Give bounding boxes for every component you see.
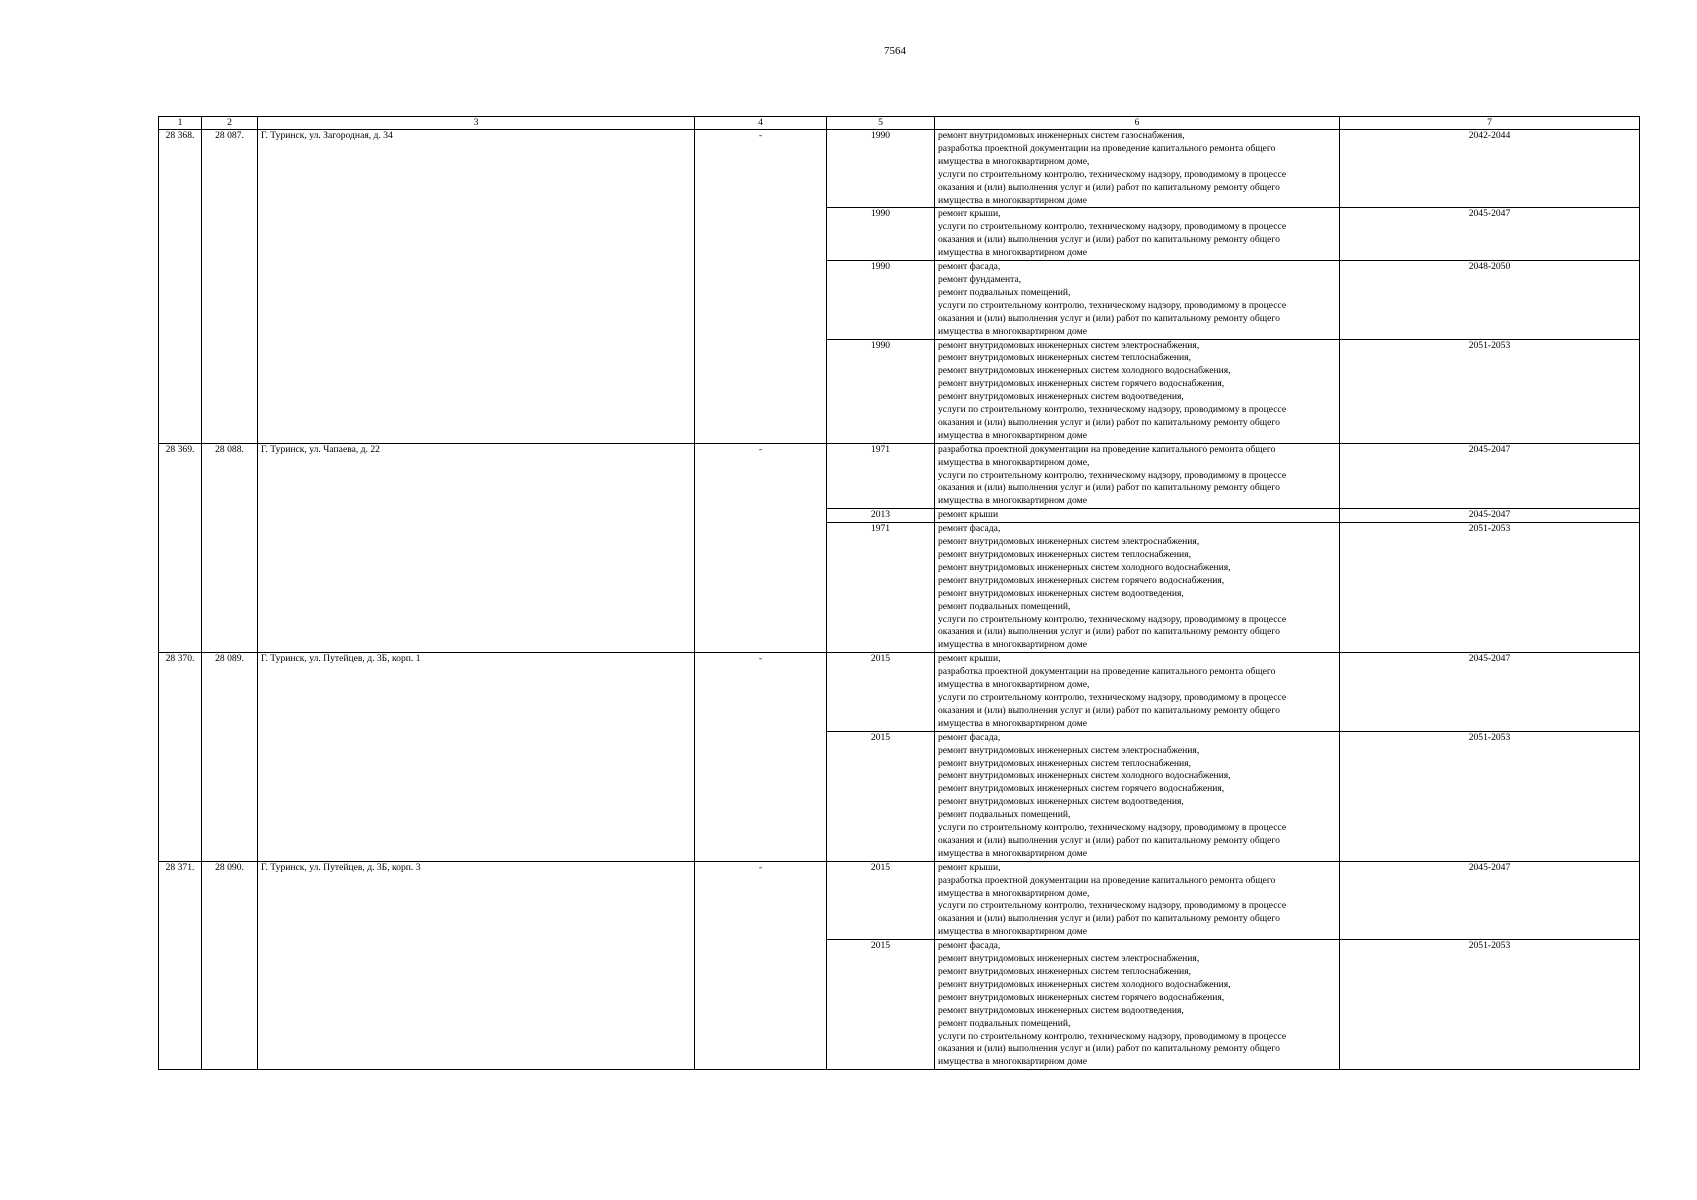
block-year: 1990 bbox=[827, 261, 935, 339]
capital-repair-table bbox=[158, 116, 1640, 1070]
record-col4: - bbox=[695, 653, 827, 862]
block-period: 2042-2044 bbox=[1340, 130, 1640, 208]
record-sub-number: 28 088. bbox=[202, 443, 258, 653]
work-line: ремонт внутридомовых инженерных систем водоотведения, bbox=[938, 391, 1184, 403]
block-year: 2015 bbox=[827, 940, 935, 1070]
work-line: ремонт внутридомовых инженерных систем горячего водоснабжения, bbox=[938, 574, 1225, 586]
block-period: 2051-2053 bbox=[1340, 523, 1640, 653]
work-line: оказания и (или) выполнения услуг и (или) работ по капитальному ремонту общего bbox=[938, 834, 1280, 846]
work-line: ремонт внутридомовых инженерных систем газоснабжения, bbox=[938, 130, 1185, 141]
record-col4: - bbox=[695, 443, 827, 653]
work-line: ремонт внутридомовых инженерных систем электроснабжения, bbox=[938, 953, 1200, 965]
work-line: оказания и (или) выполнения услуг и (или) работ по капитальному ремонту общего bbox=[938, 913, 1280, 925]
work-line: оказания и (или) выполнения услуг и (или) работ по капитальному ремонту общего bbox=[938, 482, 1280, 494]
record-col4: - bbox=[695, 130, 827, 444]
record-sub-number: 28 087. bbox=[202, 130, 258, 444]
block-works bbox=[935, 523, 1340, 653]
block-period: 2045-2047 bbox=[1340, 861, 1640, 939]
block-year: 2015 bbox=[827, 731, 935, 861]
record-address: Г. Туринск, ул. Путейцев, д. 3Б, корп. 3 bbox=[258, 861, 695, 1070]
work-line: ремонт внутридомовых инженерных систем теплоснабжения, bbox=[938, 966, 1191, 977]
work-line: ремонт подвальных помещений, bbox=[938, 600, 1071, 612]
work-line: услуги по строительному контролю, техническому надзору, проводимому в процессе bbox=[938, 404, 1287, 416]
work-line: ремонт внутридомовых инженерных систем электроснабжения, bbox=[938, 744, 1200, 756]
work-line: ремонт внутридомовых инженерных систем водоотведения, bbox=[938, 796, 1184, 808]
block-works bbox=[935, 731, 1340, 861]
work-line: ремонт внутридомовых инженерных систем теплоснабжения, bbox=[938, 757, 1191, 769]
block-period: 2051-2053 bbox=[1340, 940, 1640, 1070]
work-line: ремонт внутридомовых инженерных систем теплоснабжения, bbox=[938, 352, 1191, 364]
header-col-3: 3 bbox=[258, 117, 695, 130]
block-works bbox=[935, 261, 1340, 339]
work-line: ремонт внутридомовых инженерных систем горячего водоснабжения, bbox=[938, 991, 1225, 1003]
work-line: имущества в многоквартирном доме bbox=[938, 1056, 1087, 1068]
block-works bbox=[935, 940, 1340, 1070]
block-works bbox=[935, 339, 1340, 443]
work-line: разработка проектной документации на проведение капитального ремонта общего bbox=[938, 874, 1276, 886]
header-row bbox=[159, 117, 1640, 130]
block-works bbox=[935, 653, 1340, 731]
block-period: 2045-2047 bbox=[1340, 208, 1640, 261]
work-line: ремонт фасада, bbox=[938, 261, 1001, 273]
header-col-6: 6 bbox=[935, 117, 1340, 130]
work-line: ремонт фундамента, bbox=[938, 273, 1022, 285]
table-row bbox=[159, 653, 1640, 731]
record-col4: - bbox=[695, 861, 827, 1070]
work-line: ремонт внутридомовых инженерных систем горячего водоснабжения, bbox=[938, 378, 1225, 390]
work-line: услуги по строительному контролю, техническому надзору, проводимому в процессе bbox=[938, 900, 1287, 912]
work-line: услуги по строительному контролю, техническому надзору, проводимому в процессе bbox=[938, 822, 1287, 834]
work-line: имущества в многоквартирном доме bbox=[938, 926, 1087, 938]
work-line: ремонт внутридомовых инженерных систем электроснабжения, bbox=[938, 339, 1200, 351]
work-line: разработка проектной документации на проведение капитального ремонта общего bbox=[938, 666, 1276, 678]
work-line: оказания и (или) выполнения услуг и (или) работ по капитальному ремонту общего bbox=[938, 234, 1280, 246]
block-period: 2045-2047 bbox=[1340, 509, 1640, 523]
work-line: ремонт внутридомовых инженерных систем электроснабжения, bbox=[938, 536, 1200, 548]
work-line: имущества в многоквартирном доме, bbox=[938, 456, 1090, 468]
work-line: ремонт внутридомовых инженерных систем холодного водоснабжения, bbox=[938, 365, 1231, 377]
block-works bbox=[935, 130, 1340, 208]
work-line: услуги по строительному контролю, техническому надзору, проводимому в процессе bbox=[938, 613, 1287, 625]
work-line: оказания и (или) выполнения услуг и (или) работ по капитальному ремонту общего bbox=[938, 181, 1280, 193]
block-works bbox=[935, 443, 1340, 509]
work-line: ремонт крыши, bbox=[938, 208, 1001, 220]
block-year: 1990 bbox=[827, 339, 935, 443]
work-line: ремонт внутридомовых инженерных систем водоотведения, bbox=[938, 1004, 1184, 1016]
work-line: оказания и (или) выполнения услуг и (или) работ по капитальному ремонту общего bbox=[938, 626, 1280, 638]
work-line: ремонт фасада, bbox=[938, 523, 1001, 535]
work-line: имущества в многоквартирном доме bbox=[938, 325, 1087, 337]
table-row bbox=[159, 130, 1640, 208]
work-line: разработка проектной документации на проведение капитального ремонта общего bbox=[938, 443, 1276, 455]
work-line: ремонт фасада, bbox=[938, 731, 1001, 743]
work-line: имущества в многоквартирном доме bbox=[938, 639, 1087, 651]
work-line: услуги по строительному контролю, техническому надзору, проводимому в процессе bbox=[938, 469, 1287, 481]
work-line: ремонт подвальных помещений, bbox=[938, 286, 1071, 298]
work-line: имущества в многоквартирном доме, bbox=[938, 887, 1090, 899]
work-line: ремонт фасада, bbox=[938, 940, 1001, 952]
record-address: Г. Туринск, ул. Чапаева, д. 22 bbox=[258, 443, 695, 653]
work-line: разработка проектной документации на проведение капитального ремонта общего bbox=[938, 142, 1276, 154]
block-year: 1990 bbox=[827, 130, 935, 208]
record-address: Г. Туринск, ул. Загородная, д. 34 bbox=[258, 130, 695, 444]
header-col-7: 7 bbox=[1340, 117, 1640, 130]
record-sub-number: 28 089. bbox=[202, 653, 258, 862]
record-sub-number: 28 090. bbox=[202, 861, 258, 1070]
block-year: 1971 bbox=[827, 443, 935, 509]
work-line: имущества в многоквартирном доме bbox=[938, 194, 1087, 206]
page-number: 7564 bbox=[884, 45, 906, 57]
work-line: оказания и (или) выполнения услуг и (или) работ по капитальному ремонту общего bbox=[938, 312, 1280, 324]
header-col-5: 5 bbox=[827, 117, 935, 130]
header-col-2: 2 bbox=[202, 117, 258, 130]
work-line: имущества в многоквартирном доме bbox=[938, 717, 1087, 729]
work-line: имущества в многоквартирном доме bbox=[938, 429, 1087, 441]
header-col-4: 4 bbox=[695, 117, 827, 130]
work-line: услуги по строительному контролю, техническому надзору, проводимому в процессе bbox=[938, 221, 1287, 233]
work-line: услуги по строительному контролю, техническому надзору, проводимому в процессе bbox=[938, 1030, 1287, 1042]
block-period: 2045-2047 bbox=[1340, 443, 1640, 509]
table-body bbox=[159, 130, 1640, 1070]
block-year: 1990 bbox=[827, 208, 935, 261]
block-period: 2051-2053 bbox=[1340, 731, 1640, 861]
block-works bbox=[935, 208, 1340, 261]
work-line: услуги по строительному контролю, техническому надзору, проводимому в процессе bbox=[938, 168, 1287, 180]
work-line: ремонт подвальных помещений, bbox=[938, 809, 1071, 821]
record-number: 28 369. bbox=[159, 443, 202, 653]
block-year: 1971 bbox=[827, 523, 935, 653]
work-line: ремонт внутридомовых инженерных систем горячего водоснабжения, bbox=[938, 783, 1225, 795]
block-year: 2015 bbox=[827, 861, 935, 939]
work-line: ремонт крыши, bbox=[938, 861, 1001, 873]
work-line: имущества в многоквартирном доме, bbox=[938, 155, 1090, 167]
table-row bbox=[159, 443, 1640, 509]
work-line: имущества в многоквартирном доме bbox=[938, 495, 1087, 507]
block-year: 2015 bbox=[827, 653, 935, 731]
record-number: 28 368. bbox=[159, 130, 202, 444]
record-number: 28 370. bbox=[159, 653, 202, 862]
work-line: ремонт внутридомовых инженерных систем холодного водоснабжения, bbox=[938, 770, 1231, 782]
work-line: имущества в многоквартирном доме bbox=[938, 847, 1087, 859]
block-period: 2045-2047 bbox=[1340, 653, 1640, 731]
work-line: оказания и (или) выполнения услуг и (или) работ по капитальному ремонту общего bbox=[938, 1043, 1280, 1055]
work-line: услуги по строительному контролю, техническому надзору, проводимому в процессе bbox=[938, 691, 1287, 703]
block-works bbox=[935, 509, 1340, 523]
work-line: оказания и (или) выполнения услуг и (или) работ по капитальному ремонту общего bbox=[938, 416, 1280, 428]
record-address: Г. Туринск, ул. Путейцев, д. 3Б, корп. 1 bbox=[258, 653, 695, 862]
table-row bbox=[159, 861, 1640, 939]
work-line: ремонт внутридомовых инженерных систем водоотведения, bbox=[938, 587, 1184, 599]
work-line: услуги по строительному контролю, техническому надзору, проводимому в процессе bbox=[938, 299, 1287, 311]
work-line: ремонт внутридомовых инженерных систем холодного водоснабжения, bbox=[938, 561, 1231, 573]
work-line: ремонт подвальных помещений, bbox=[938, 1017, 1071, 1029]
work-line: ремонт крыши, bbox=[938, 653, 1001, 665]
work-line: имущества в многоквартирном доме bbox=[938, 247, 1087, 259]
header-col-1: 1 bbox=[159, 117, 202, 130]
record-number: 28 371. bbox=[159, 861, 202, 1070]
work-line: ремонт крыши bbox=[938, 509, 999, 521]
work-line: ремонт внутридомовых инженерных систем холодного водоснабжения, bbox=[938, 978, 1231, 990]
work-line: имущества в многоквартирном доме, bbox=[938, 679, 1090, 691]
block-works bbox=[935, 861, 1340, 939]
block-year: 2013 bbox=[827, 509, 935, 523]
block-period: 2048-2050 bbox=[1340, 261, 1640, 339]
work-line: ремонт внутридомовых инженерных систем теплоснабжения, bbox=[938, 549, 1191, 560]
block-period: 2051-2053 bbox=[1340, 339, 1640, 443]
work-line: оказания и (или) выполнения услуг и (или) работ по капитальному ремонту общего bbox=[938, 704, 1280, 716]
